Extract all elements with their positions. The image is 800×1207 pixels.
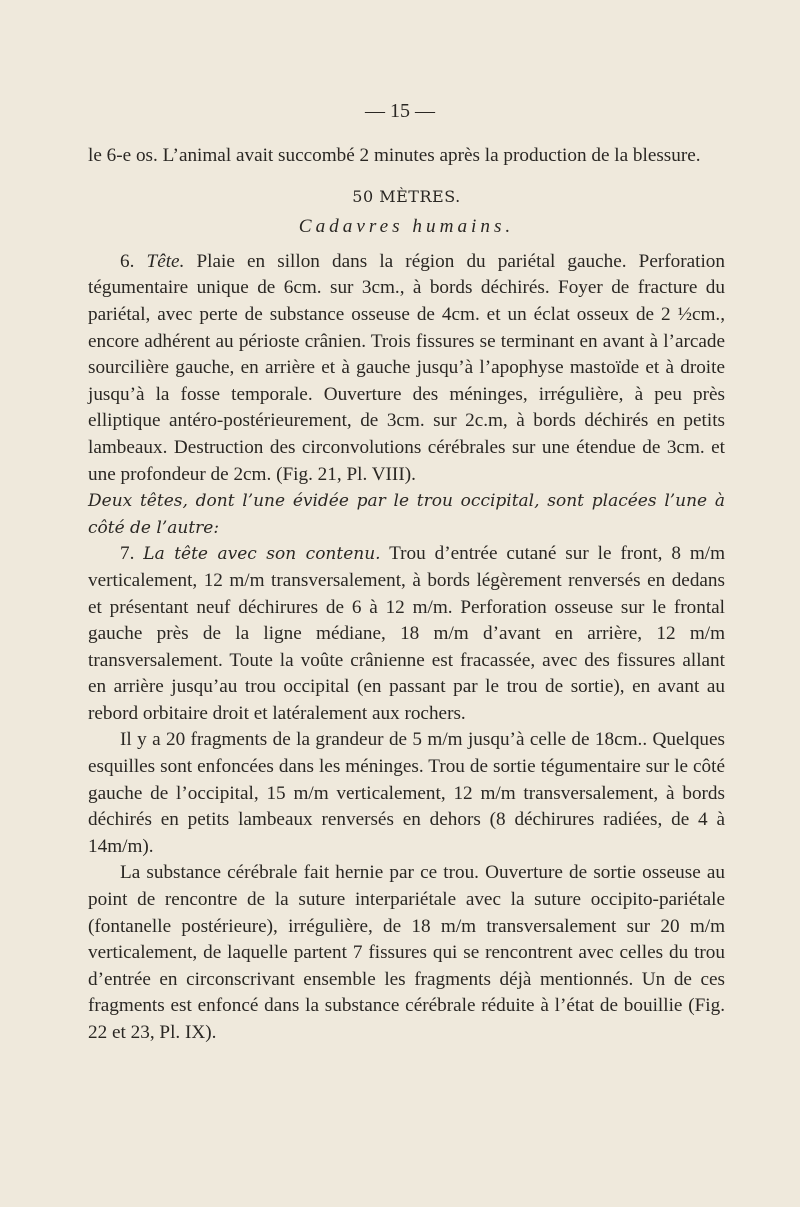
body-text (88, 143, 725, 1047)
case-7-title: La tête avec son contenu. (143, 544, 381, 565)
case-6-text: Plaie en sillon dans la région du pariétal gauche. Perforation tégumentaire unique de 6cm. sur 3cm., à bords déchirés. Foyer de fracture du pariétal, avec perte de substance osseuse de 4cm. et un éclat osseux de 2 ½cm., encore adhérent au périoste crânien. Trois fissures se terminant en avant à l’arcade sourcilière gauche, en arrière et à gauche jusqu’à l’apophyse mastoïde et à droite jusqu’à la fosse temporale. Ouverture des méninges, irrégulière, à peu près elliptique antéro-postérieurement, de 3cm. sur 2c.m, à bords déchirés en petits lambeaux. Destruction des circonvolutions cérébrales sur une étendue de 3cm. et une profondeur de 2cm. (Fig. 21, Pl. VIII). (88, 250, 725, 485)
specimen-note: Deux têtes, dont l’une évidée par le trou occipital, sont placées l’une à côté de l’autre: (88, 491, 725, 538)
exit-paragraph: La substance cérébrale fait hernie par ce trou. Ouverture de sortie osseuse au point de rencontre de la suture interpariétale avec la suture occipito-pariétale (fontanelle postérieure), irrégulière, de 18 m/m transversalement sur 20 m/m verticalement, de laquelle partent 7 fissures qui se rencontrent avec celles du trou d’entrée en circonscrivant ensemble les fragments déjà mentionnés. Un de ces fragments est enfoncé dans la substance cérébrale réduite à l’état de bouillie (Fig. 22 et 23, Pl. IX). (88, 862, 725, 1043)
case-7-number: 7. (120, 543, 144, 565)
fragments-paragraph: Il y a 20 fragments de la grandeur de 5 m/m jusqu’à celle de 18cm.. Quelques esquilles sont enfoncées dans les méninges. Trou de sortie tégumentaire sur le côté gauche de l’occipital, 15 m/m verticalement, 12 m/m transversalement, à bords déchirés en petits lambeaux renversés en dehors (8 déchirures radiées, de 4 à 14m/m). (88, 729, 725, 857)
case-6-number: 6. (120, 250, 147, 272)
page-number: — 15 — (365, 100, 435, 122)
section-heading: 50 MÈTRES. (352, 186, 461, 206)
paragraph-continuation: le 6-e os. L’animal avait succombé 2 minutes après la production de la blessure. (88, 145, 701, 166)
case-6-paragraph (88, 249, 725, 488)
case-7-paragraph (88, 541, 725, 727)
section-subheading: Cadavres humains. (298, 216, 515, 238)
case-6-title: Tête. (146, 250, 185, 272)
case-7-text: Trou d’entrée cutané sur le front, 8 m/m verticalement, 12 m/m transversalement, à bords légèrement renversés en dedans et présentant neuf déchirures de 6 à 12 m/m. Perforation osseuse sur le frontal gauche près de la ligne médiane, 18 m/m d’avant en arrière, 12 m/m transversalement. Toute la voûte crânienne est fracassée, avec des fissures allant en arrière jusqu’au trou occipital (en passant par le trou de sortie), en avant au rebord orbitaire droit et latéralement aux rochers. (88, 543, 726, 724)
